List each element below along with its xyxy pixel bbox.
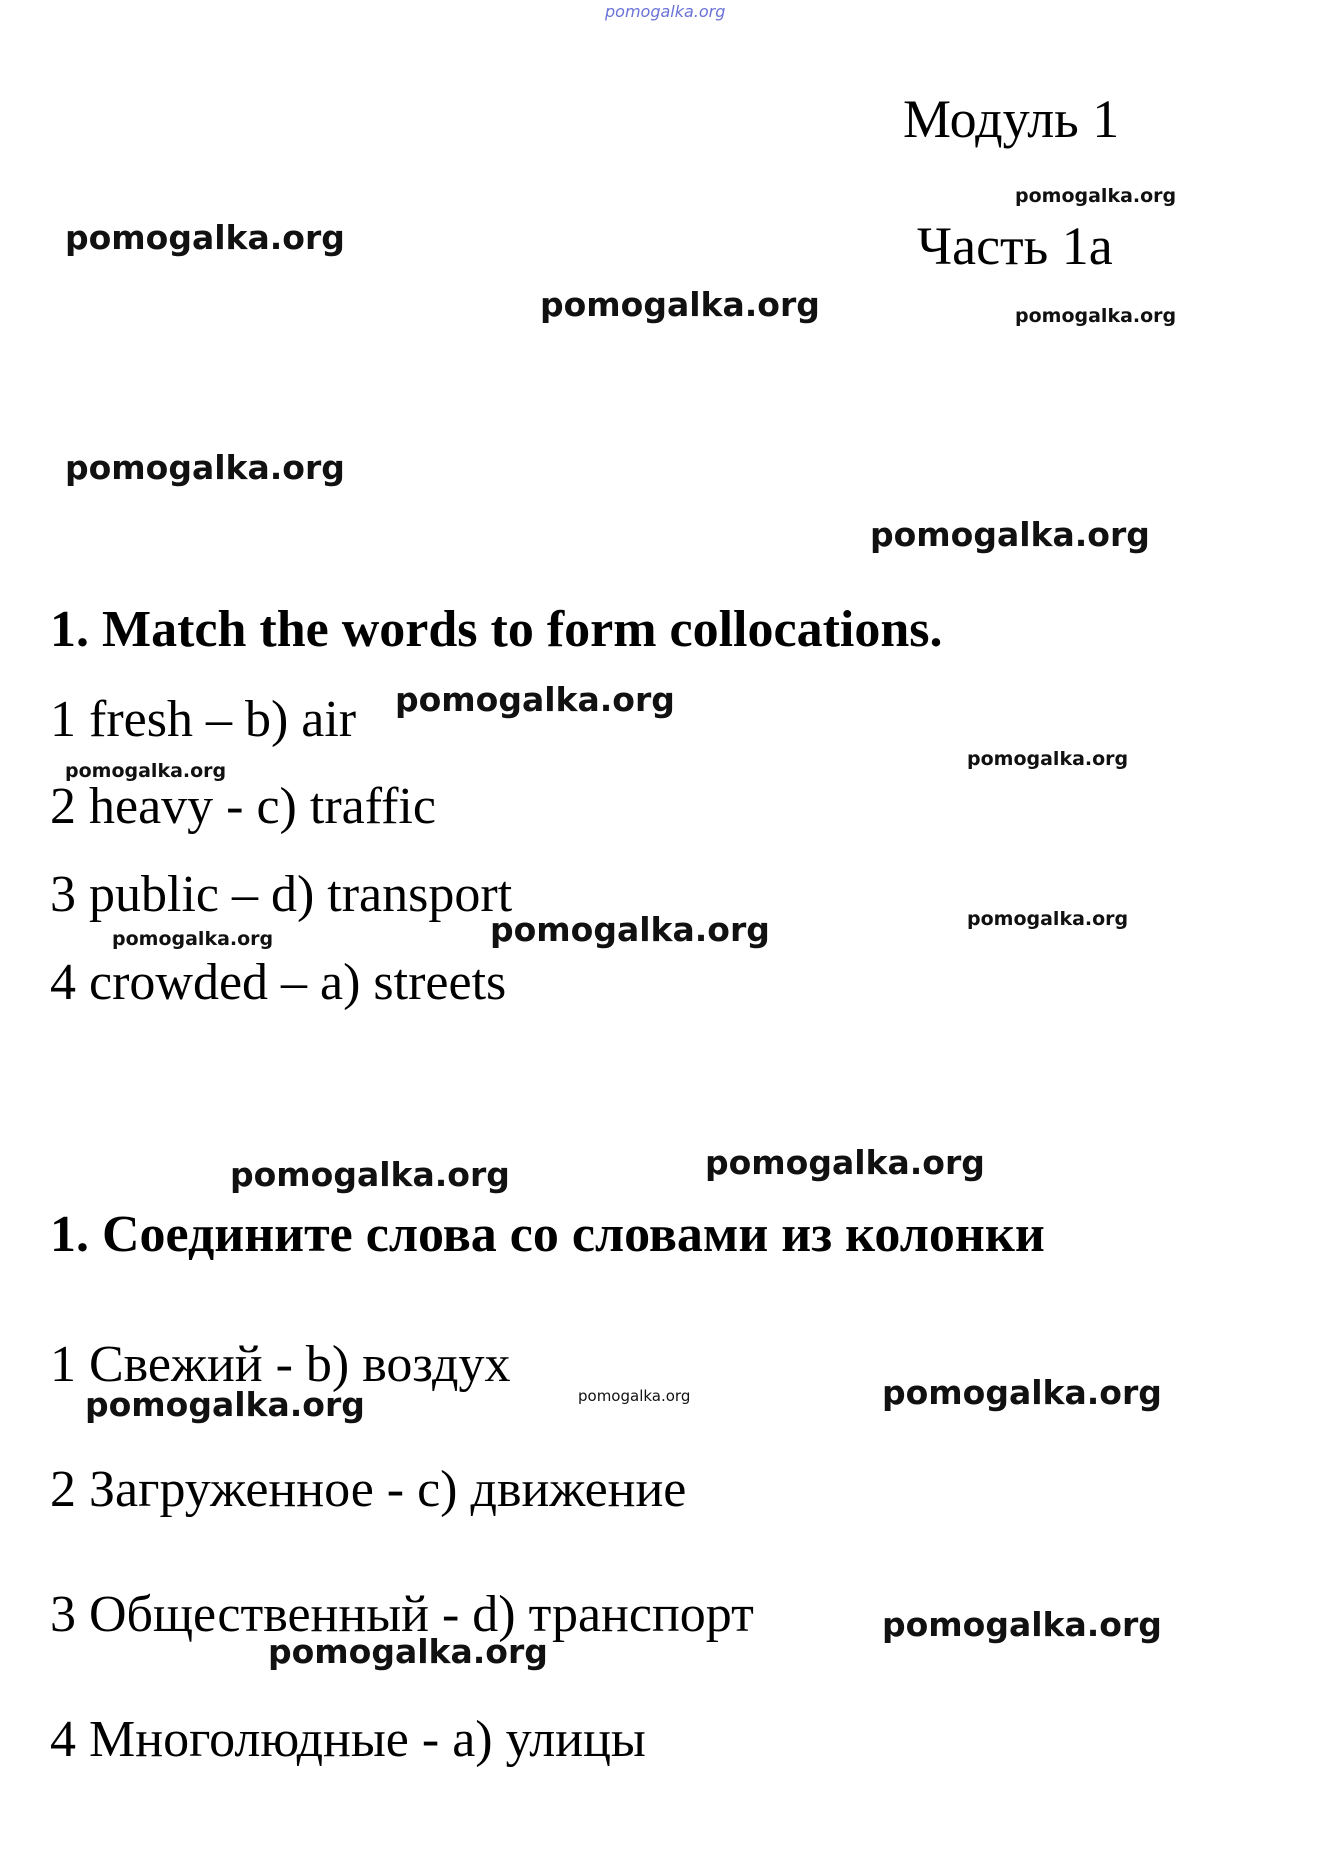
watermark: pomogalka.org bbox=[540, 285, 820, 324]
watermark: pomogalka.org bbox=[705, 1143, 985, 1182]
watermark-top: pomogalka.org bbox=[605, 2, 726, 21]
watermark: pomogalka.org bbox=[882, 1605, 1162, 1644]
watermark: pomogalka.org bbox=[85, 1385, 365, 1424]
watermark: pomogalka.org bbox=[1015, 185, 1177, 207]
watermark: pomogalka.org bbox=[112, 928, 274, 950]
watermark: pomogalka.org bbox=[65, 448, 345, 487]
watermark: pomogalka.org bbox=[395, 680, 675, 719]
collocation-item: 3 public – d) transport bbox=[50, 866, 513, 923]
watermark: pomogalka.org bbox=[967, 748, 1129, 770]
watermark: pomogalka.org bbox=[870, 515, 1150, 554]
watermark: pomogalka.org bbox=[1015, 305, 1177, 327]
translation-item: 2 Загруженное - с) движение bbox=[50, 1461, 687, 1518]
watermark: pomogalka.org bbox=[65, 218, 345, 257]
task-ru-heading: 1. Соедините слова со словами из колонки bbox=[50, 1206, 1045, 1263]
watermark: pomogalka.org bbox=[967, 908, 1129, 930]
watermark: pomogalka.org bbox=[882, 1373, 1162, 1412]
watermark: pomogalka.org bbox=[490, 910, 770, 949]
collocation-item: 2 heavy - c) traffic bbox=[50, 778, 436, 835]
translation-item: 1 Свежий - b) воздух bbox=[50, 1336, 511, 1393]
watermark: pomogalka.org bbox=[578, 1387, 691, 1405]
watermark: pomogalka.org bbox=[230, 1155, 510, 1194]
collocation-item: 1 fresh – b) air bbox=[50, 691, 357, 748]
translation-item: 3 Общественный - d) транспорт bbox=[50, 1586, 754, 1643]
watermark: pomogalka.org bbox=[65, 760, 227, 782]
module-title: Модуль 1 bbox=[903, 89, 1120, 149]
collocation-item: 4 crowded – a) streets bbox=[50, 954, 507, 1011]
watermark: pomogalka.org bbox=[268, 1632, 548, 1671]
part-title: Часть 1a bbox=[917, 216, 1113, 276]
task-en-heading: 1. Match the words to form collocations. bbox=[50, 601, 943, 658]
translation-item: 4 Многолюдные - а) улицы bbox=[50, 1711, 646, 1768]
